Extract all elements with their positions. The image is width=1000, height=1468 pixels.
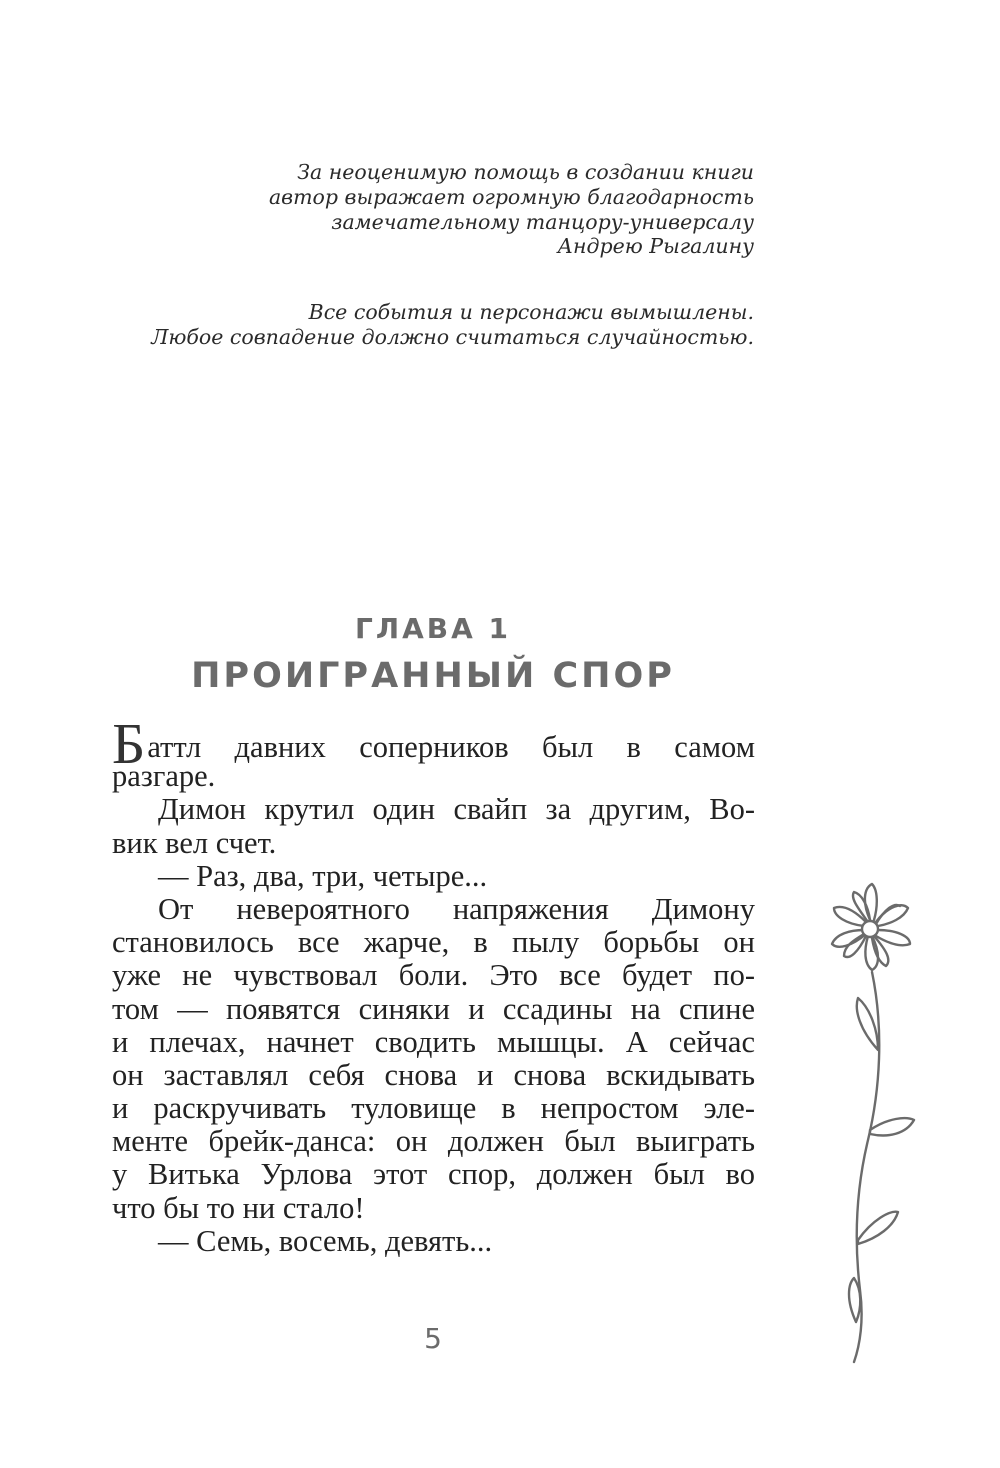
chapter-label: ГЛАВА 1 [354,612,511,645]
page-number: 5 [424,1322,442,1355]
chapter-title: ПРОИГРАННЫЙ СПОР [191,656,675,696]
body-line-text: аттл давних соперников был в самом [147,730,755,764]
acknowledgement-line: автор выражает огромную благодарность [268,184,754,209]
body-line: что бы то ни стало! [112,1190,365,1225]
chapter-body [112,711,755,1258]
epigraph [134,160,754,350]
body-line: у Витька Урлова этот спор, должен был во [112,1157,755,1192]
disclaimer [134,300,754,350]
acknowledgement-line: Андрею Рыгалину [557,234,754,259]
body-line: разгаре. [112,759,216,794]
body-line: менте брейк-данса: он должен был выиграть [112,1124,755,1159]
body-line: том — появятся синяки и ссадины на спине [112,991,755,1026]
body-line: — Раз, два, три, четыре... [158,858,488,893]
body-line: Димон крутил один свайп за другим, Во- [158,792,755,827]
body-line: вик вел счет. [112,825,277,860]
body-line: уже не чувствовал боли. Это все будет по- [112,958,755,993]
body-line: он заставлял себя снова и снова вскидывать [112,1057,755,1092]
body-line: становилось все жарче, в пылу борьбы он [112,925,755,960]
acknowledgement-line: За неоценимую помощь в создании книги [297,160,754,184]
body-line: и плечах, начнет сводить мышцы. А сейчас [112,1024,755,1059]
body-line: — Семь, восемь, девять... [158,1223,493,1258]
drop-cap: Б [112,711,146,776]
disclaimer-line: Любое совпадение должно считаться случайностью. [151,324,754,349]
body-line [112,711,755,776]
acknowledgement [134,160,754,259]
disclaimer-line: Все события и персонажи вымышлены. [308,300,754,325]
daisy-flower-icon [810,880,930,1370]
body-line: и раскручивать туловище в непростом эле- [112,1091,755,1126]
body-line: От невероятного напряжения Димону [158,891,755,926]
acknowledgement-line: замечательному танцору-универсалу [331,209,754,234]
